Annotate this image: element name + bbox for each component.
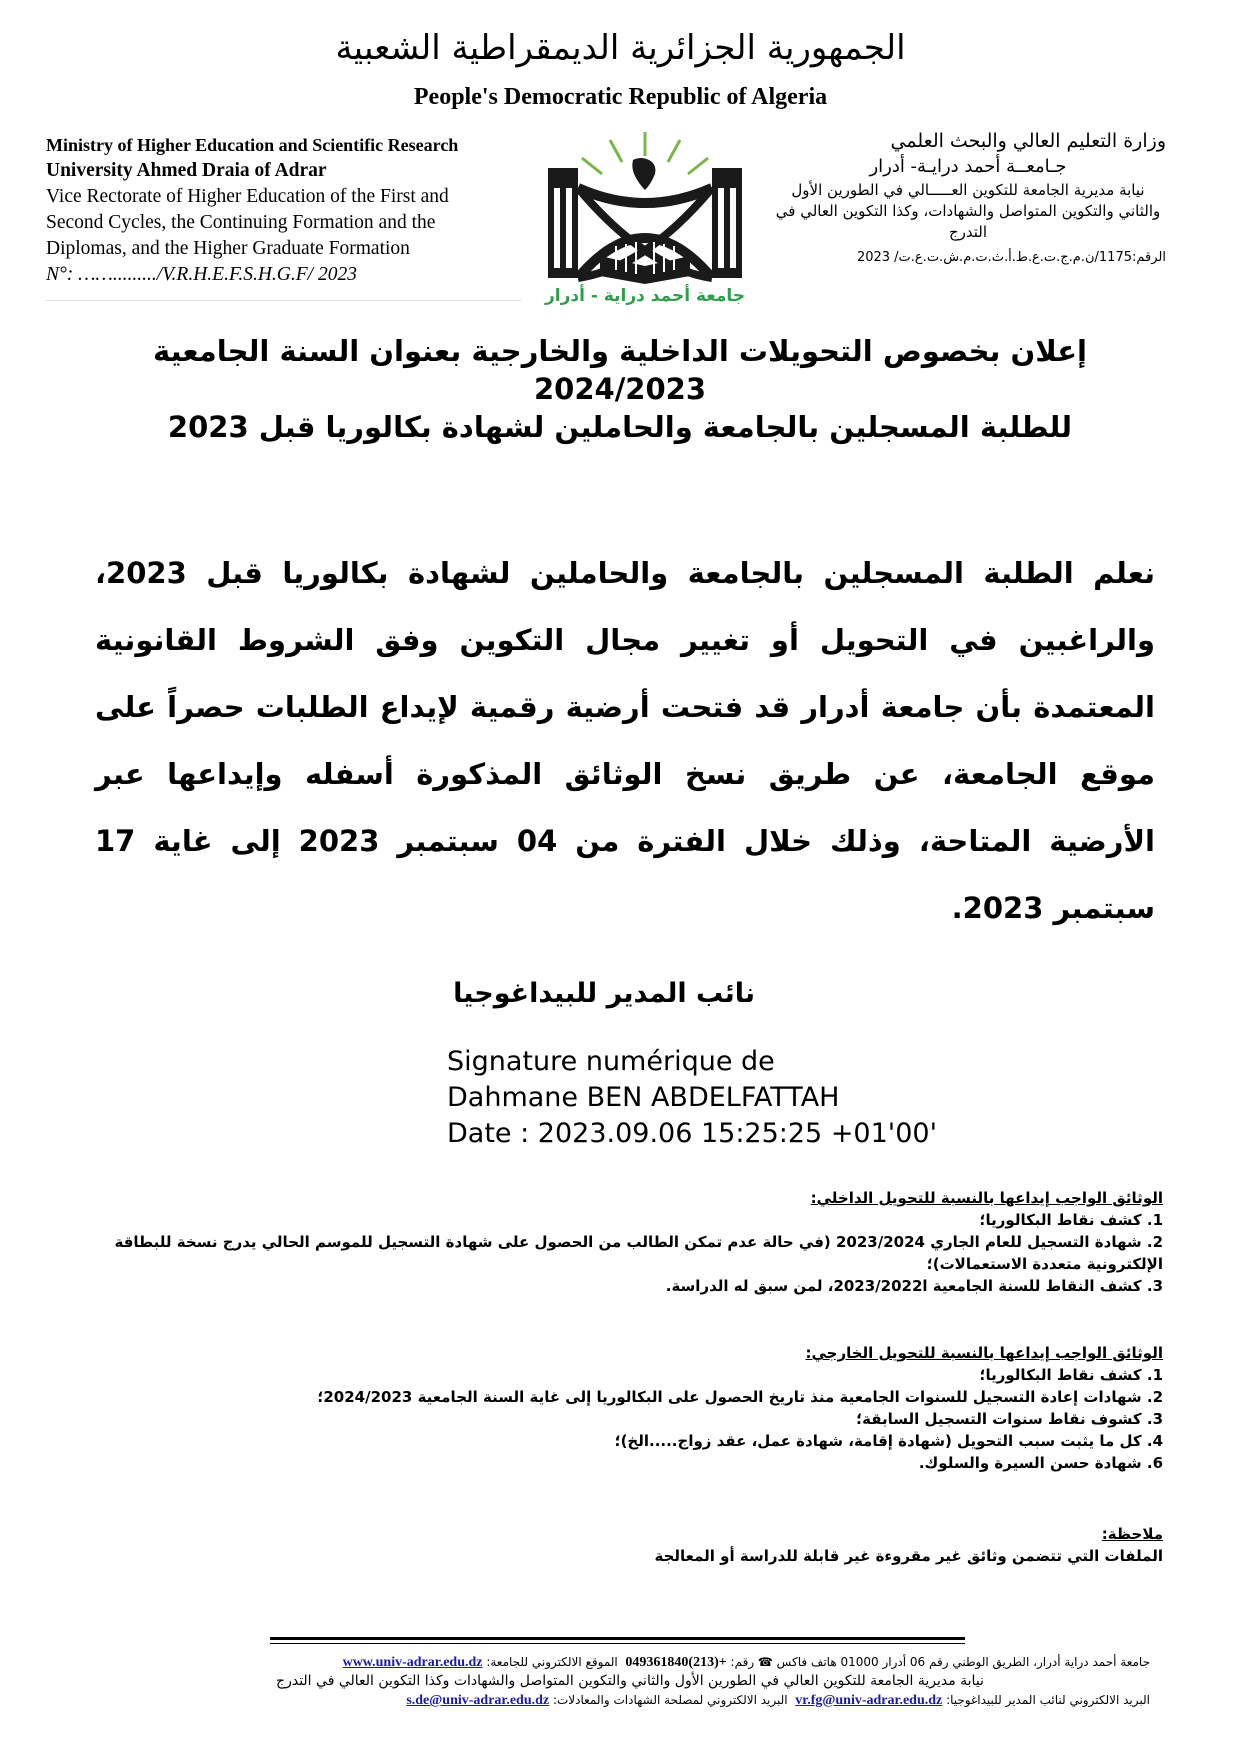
list-item: 6. شهادة حسن السيرة والسلوك. — [918, 1454, 1163, 1472]
signature-signer: Dahmane BEN ABDELFATTAH — [447, 1082, 840, 1113]
announcement-body: نعلم الطلبة المسجلين بالجامعة والحاملين لشهادة بكالوريا قبل 2023، والراغبين في التحويل أو تغيير مجال التكوين وفق الشروط القانونية المعتمدة بأن جامعة أدرار قد فتحت أرضية رقمية لإيداع الطلبات حصراً على موقع الجامعة، عن طريق نسخ الوثائق المذكورة أسفله وإيداعها عبر الأرضية المتاحة، وذلك خلال الفترة من 04 سبتمبر 2023 إلى غاية 17 سبتمبر 2023. — [95, 556, 1155, 925]
diplomas-email-link[interactable]: s.de@univ-adrar.edu.dz — [406, 1693, 550, 1708]
republic-title-ar: الجمهورية الجزائرية الديمقراطية الشعبية — [335, 28, 906, 68]
university-logo — [530, 128, 760, 313]
footer-line-department: نيابة مديرية الجامعة للتكوين العالي في الطورين الأول والثاني والتكوين المتواصل والشهادات وكذا التكوين العالي في التدرج — [276, 1673, 984, 1689]
university-website-link[interactable]: www.univ-adrar.edu.dz — [342, 1655, 483, 1670]
internal-docs-section — [95, 1187, 1163, 1297]
signature-date: Date : 2023.09.06 15:25:25 +01'00' — [447, 1118, 937, 1149]
signatory-title: نائب المدير للبيداغوجيا — [453, 978, 755, 1009]
list-item: 4. كل ما يثبت سبب التحويل (شهادة إقامة، شهادة عمل، عقد زواج.....الخ)؛ — [614, 1432, 1163, 1450]
university-en: University Ahmed Draia of Adrar — [46, 160, 327, 181]
ministry-ar: وزارة التعليم العالي والبحث العلمي — [890, 130, 1166, 152]
footer-line-emails: البريد الالكتروني لنائب المدير للبيداغوجيا: vr.fg@univ-adrar.edu.dz البريد الالكتروني لمصلحة الشهادات والمعادلات: s.de@univ-adrar.edu.dz — [406, 1693, 1150, 1708]
footer-line-contact: جامعة أحمد دراية أدرار، الطريق الوطني رقم 06 أدرار 01000 هاتف فاكس ☎ رقم: +(213)049361840 الموقع الالكتروني للجامعة: www.univ-adrar.edu.dz — [342, 1655, 1150, 1670]
reference-number-ar: الرقم:1175/ن.م.ج.ت.ع.ط.أ.ث.ت.م.ش.ت.ع.ت/ 2023 — [856, 250, 1166, 265]
footer — [110, 1653, 1150, 1710]
list-item: 2. شهادات إعادة التسجيل للسنوات الجامعية منذ تاريخ الحصول على البكالوريا إلى غاية السنة الجامعية 2024/2023؛ — [317, 1388, 1163, 1406]
footer-rule-thick — [270, 1637, 965, 1640]
vice-rectorate-ar: نيابة مديرية الجامعة للتكوين العـــــالي في الطورين الأول والثاني والتكوين المتواصل والشهادات، وكذا التكوين العالي في التدرج — [775, 181, 1161, 241]
footer-rule-thin — [270, 1643, 965, 1644]
ministry-en: Ministry of Higher Education and Scientific Research — [46, 135, 459, 155]
footer-phone: +(213)049361840 — [625, 1655, 727, 1670]
vice-rectorate-line2: Second Cycles, the Continuing Formation and the — [46, 212, 436, 233]
pedagogy-email-link[interactable]: vr.fg@univ-adrar.edu.dz — [795, 1693, 943, 1708]
vice-rectorate-line1: Vice Rectorate of Higher Education of the First and — [46, 186, 449, 207]
announcement-line1: إعلان بخصوص التحويلات الداخلية والخارجية بعنوان السنة الجامعية — [152, 334, 1087, 368]
university-ar: جـامعــة أحمد درايـة- أدرار — [869, 156, 1067, 177]
announcement-title — [120, 332, 1120, 446]
list-item: 3. كشوف نقاط سنوات التسجيل السابقة؛ — [856, 1410, 1163, 1428]
digital-signature — [447, 1044, 1007, 1152]
reference-number-en: N°: ……........./V.R.H.E.F.S.H.G.F/ 2023 — [46, 264, 357, 285]
announcement-year: 2024/2023 — [533, 372, 707, 406]
header-right-block — [770, 128, 1166, 268]
internal-docs-heading: الوثائق الواجب إيداعها بالنسبة للتحويل الداخلي: — [810, 1189, 1163, 1207]
list-item: 2. شهادة التسجيل للعام الجاري 2023/2024 (في حالة عدم تمكن الطالب من الحصول على شهادة التسجيل للموسم الحالي يدرج نسخة للبطاقة الإلكترونية متعددة الاستعمالات)؛ — [114, 1233, 1163, 1273]
logo-text: جامعة أحمد دراية - أدرار — [544, 286, 746, 306]
republic-title-en: People's Democratic Republic of Algeria — [413, 84, 828, 110]
header-divider — [46, 300, 521, 301]
signature-line1: Signature numérique de — [447, 1046, 775, 1077]
note-section — [95, 1523, 1163, 1567]
note-heading: ملاحظة: — [1101, 1525, 1163, 1543]
note-text: الملفات التي تتضمن وثائق غير مقروءة غير قابلة للدراسة أو المعالجة — [654, 1547, 1163, 1565]
vice-rectorate-line3: Diplomas, and the Higher Graduate Formation — [46, 238, 410, 259]
list-item: 1. كشف نقاط البكالوريا؛ — [979, 1211, 1163, 1229]
list-item: 3. كشف النقاط للسنة الجامعية ا2023/2022، لمن سبق له الدراسة. — [665, 1277, 1163, 1295]
list-item: 1. كشف نقاط البكالوريا؛ — [979, 1366, 1163, 1384]
announcement-line3: للطلبة المسجلين بالجامعة والحاملين لشهادة بكالوريا قبل 2023 — [167, 410, 1073, 444]
external-docs-section — [95, 1342, 1163, 1474]
external-docs-heading: الوثائق الواجب إيداعها بالنسبة للتحويل الخارجي: — [805, 1344, 1163, 1362]
header-left-block — [46, 132, 521, 288]
